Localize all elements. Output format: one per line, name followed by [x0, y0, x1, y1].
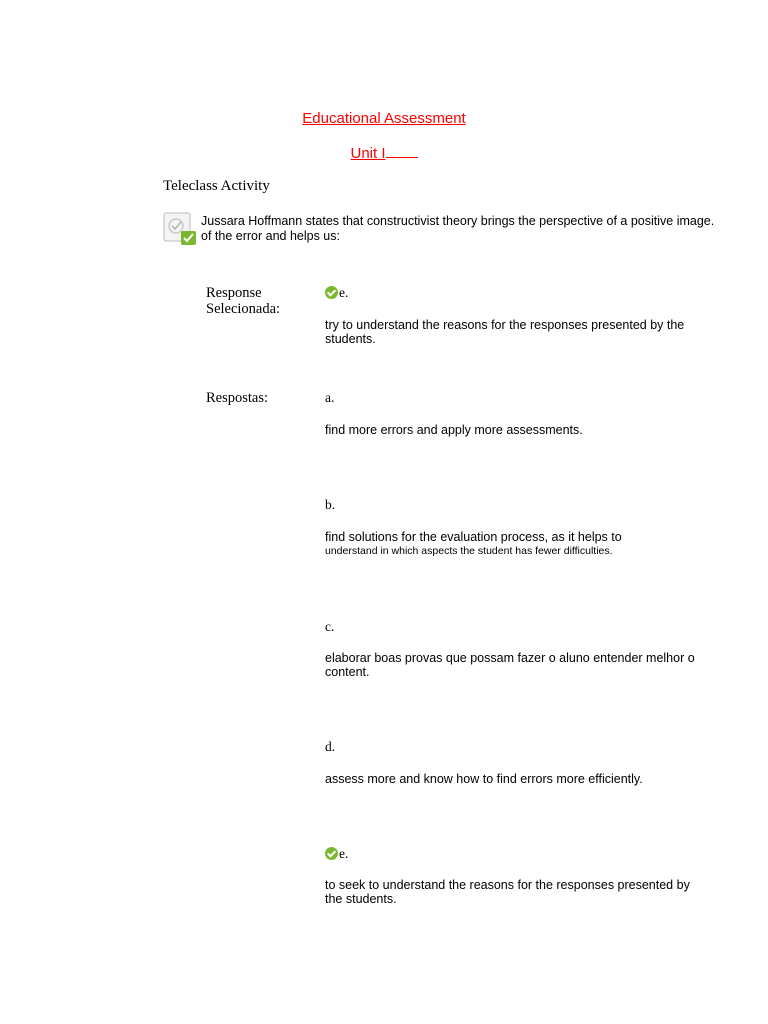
selected-response-label — [206, 285, 280, 317]
option-a-text: find more errors and apply more assessments. — [325, 423, 583, 437]
selected-label-line-1: Response — [206, 285, 262, 301]
activity-heading: Teleclass Activity — [163, 178, 270, 194]
checklist-icon — [163, 212, 197, 246]
green-check-icon — [325, 847, 338, 860]
selected-letter — [325, 285, 348, 301]
selected-answer-text: try to understand the reasons for the responses presented by the students. — [325, 318, 685, 346]
unit-blank-line — [386, 145, 418, 158]
title-underlined[interactable]: Educational Assessme — [302, 110, 454, 127]
option-b-line-1: find solutions for the evaluation process, as it helps to — [325, 530, 622, 544]
option-c-text: elaborar boas provas que possam fazer o aluno entender melhor o content. — [325, 651, 695, 679]
unit-label[interactable] — [0, 145, 768, 162]
option-b-text — [325, 530, 705, 558]
option-b-line-2: understand in which aspects the student has fewer difficulties. — [325, 545, 613, 557]
selected-letter-text: e. — [339, 285, 349, 300]
option-e-letter — [325, 846, 348, 862]
option-a-letter: a. — [325, 390, 335, 405]
page-title[interactable] — [0, 110, 768, 127]
question-line-1: Jussara Hoffmann states that constructivist theory brings the perspective of a positive image. — [201, 214, 715, 228]
option-b-letter: b. — [325, 497, 336, 512]
green-check-icon — [325, 286, 338, 299]
title-tail[interactable]: nt — [453, 110, 466, 127]
question-line-2: of the error and helps us: — [201, 229, 340, 243]
option-e-letter-text: e. — [339, 846, 349, 861]
option-d-letter: d. — [325, 739, 336, 754]
answers-label: Respostas: — [206, 390, 269, 406]
question-text — [201, 214, 721, 244]
option-e-text: to seek to understand the reasons for the responses presented by the students. — [325, 878, 690, 906]
unit-text[interactable]: Unit I — [350, 145, 386, 162]
selected-label-line-2: Selecionada: — [206, 301, 281, 317]
option-d-text: assess more and know how to find errors more efficiently. — [325, 772, 643, 786]
option-c-letter: c. — [325, 619, 335, 634]
